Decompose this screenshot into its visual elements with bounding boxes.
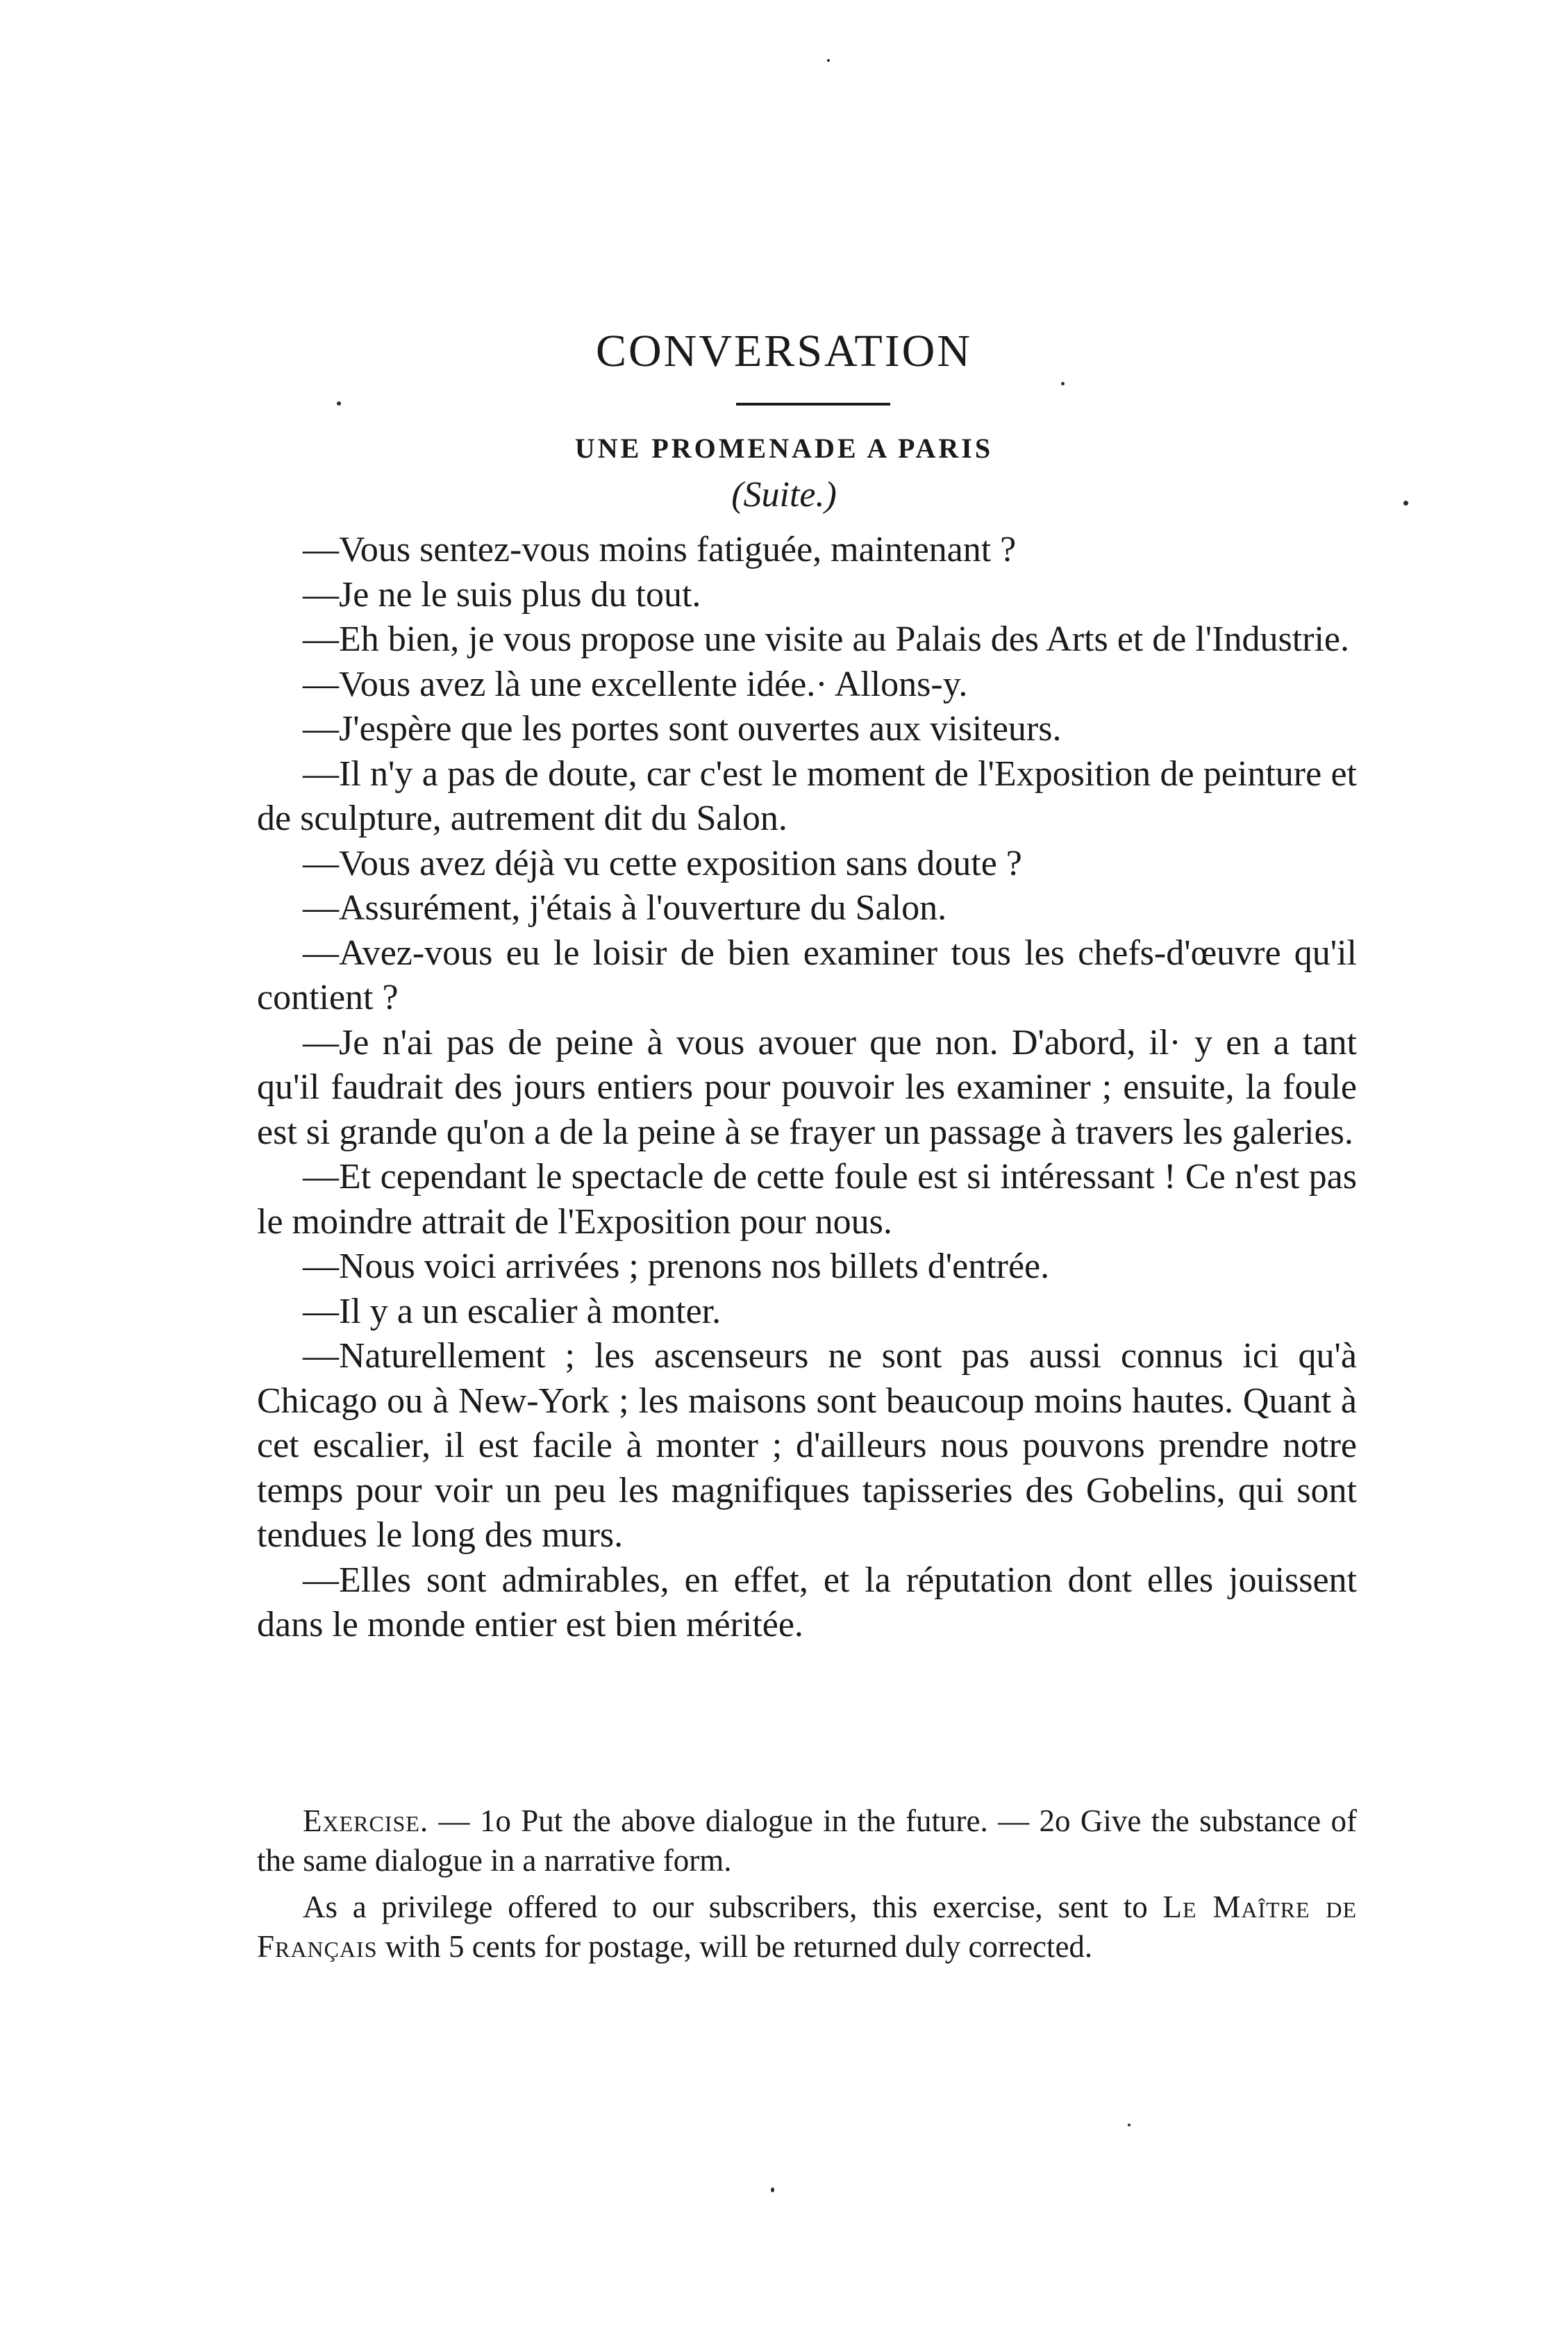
dialogue-line: —Vous avez là une excellente idée.· Allons-y. [303, 664, 968, 704]
dialogue-line: —Vous sentez-vous moins fatiguée, maintenant ? [303, 530, 1017, 569]
dialogue-line: —Je ne le suis plus du tout. [303, 574, 701, 615]
dialogue-line: —Assurément, j'étais à l'ouverture du Salon. [303, 888, 947, 928]
subscriber-note [257, 1887, 1357, 1967]
scan-speck [771, 2187, 774, 2192]
exercise-instructions [257, 1801, 1357, 1881]
dialogue-body [257, 528, 1357, 1648]
dialogue-line: —Nous voici arrivées ; prenons nos billets d'entrée. [303, 1247, 1050, 1286]
continuation-note: (Suite.) [731, 475, 837, 515]
scan-speck [1403, 501, 1408, 506]
dialogue-line: —Il n'y a pas de doute, car c'est le moment de l'Exposition de peinture et de sculpture, autrement dit du Salon. [257, 753, 1357, 838]
dialogue-line: —Avez-vous eu le loisir de bien examiner tous les chefs-d'œuvre qu'il contient ? [257, 933, 1357, 1017]
exercise-text: — 1o Put the above dialogue in the future. — 2o Give the substance of the same dialogue in a narrative form. [257, 1803, 1357, 1878]
dialogue-line: —Elles sont admirables, en effet, et la réputation dont elles jouissent dans le monde entier est bien méritée. [257, 1560, 1357, 1644]
dialogue-line: —Il y a un escalier à monter. [303, 1291, 722, 1331]
scan-speck [337, 401, 341, 406]
scan-speck [827, 59, 830, 62]
subscriber-note-start: As a privilege offered to our subscribers, this exercise, sent to [303, 1890, 1163, 1924]
dialogue-line: —Je n'ai pas de peine à vous avouer que non. D'abord, il· y en a tant qu'il faudrait des jours entiers pour pouvoir les examiner ; ensuite, la foule est si grande qu'on a de la peine à se frayer un passage à travers les galeries. [257, 1022, 1357, 1152]
dialogue-line: —Naturellement ; les ascenseurs ne sont pas aussi connus ici qu'à Chicago ou à New-York ; les maisons sont beaucoup moins hautes. Quant à cet escalier, il est facile à monter ; d'ailleurs nous pouvons prendre notre temps pour voir un peu les magnifiques tapisseries des Gobelins, qui sont tendues le long des murs. [257, 1336, 1357, 1555]
dialogue-line: —Eh bien, je vous propose une visite au Palais des Arts et de l'Industrie. [303, 619, 1349, 659]
dialogue-line: —J'espère que les portes sont ouvertes aux visiteurs. [303, 709, 1062, 749]
exercise-section [257, 1801, 1357, 1974]
page-title: CONVERSATION [595, 326, 973, 376]
section-subtitle: UNE PROMENADE A PARIS [574, 433, 994, 464]
scan-speck [1061, 382, 1065, 385]
journal-name: Le Maître de Français [257, 1890, 1357, 1964]
scan-speck [1128, 2124, 1131, 2126]
exercise-label: Exercise. [303, 1803, 429, 1838]
dialogue-line: —Et cependant le spectacle de cette foule est si intéressant ! Ce n'est pas le moindre attrait de l'Exposition pour nous. [257, 1157, 1357, 1242]
dialogue-line: —Vous avez déjà vu cette exposition sans doute ? [303, 843, 1022, 883]
subscriber-note-end: with 5 cents for postage, will be returned duly corrected. [377, 1929, 1093, 1964]
title-rule [736, 403, 890, 406]
